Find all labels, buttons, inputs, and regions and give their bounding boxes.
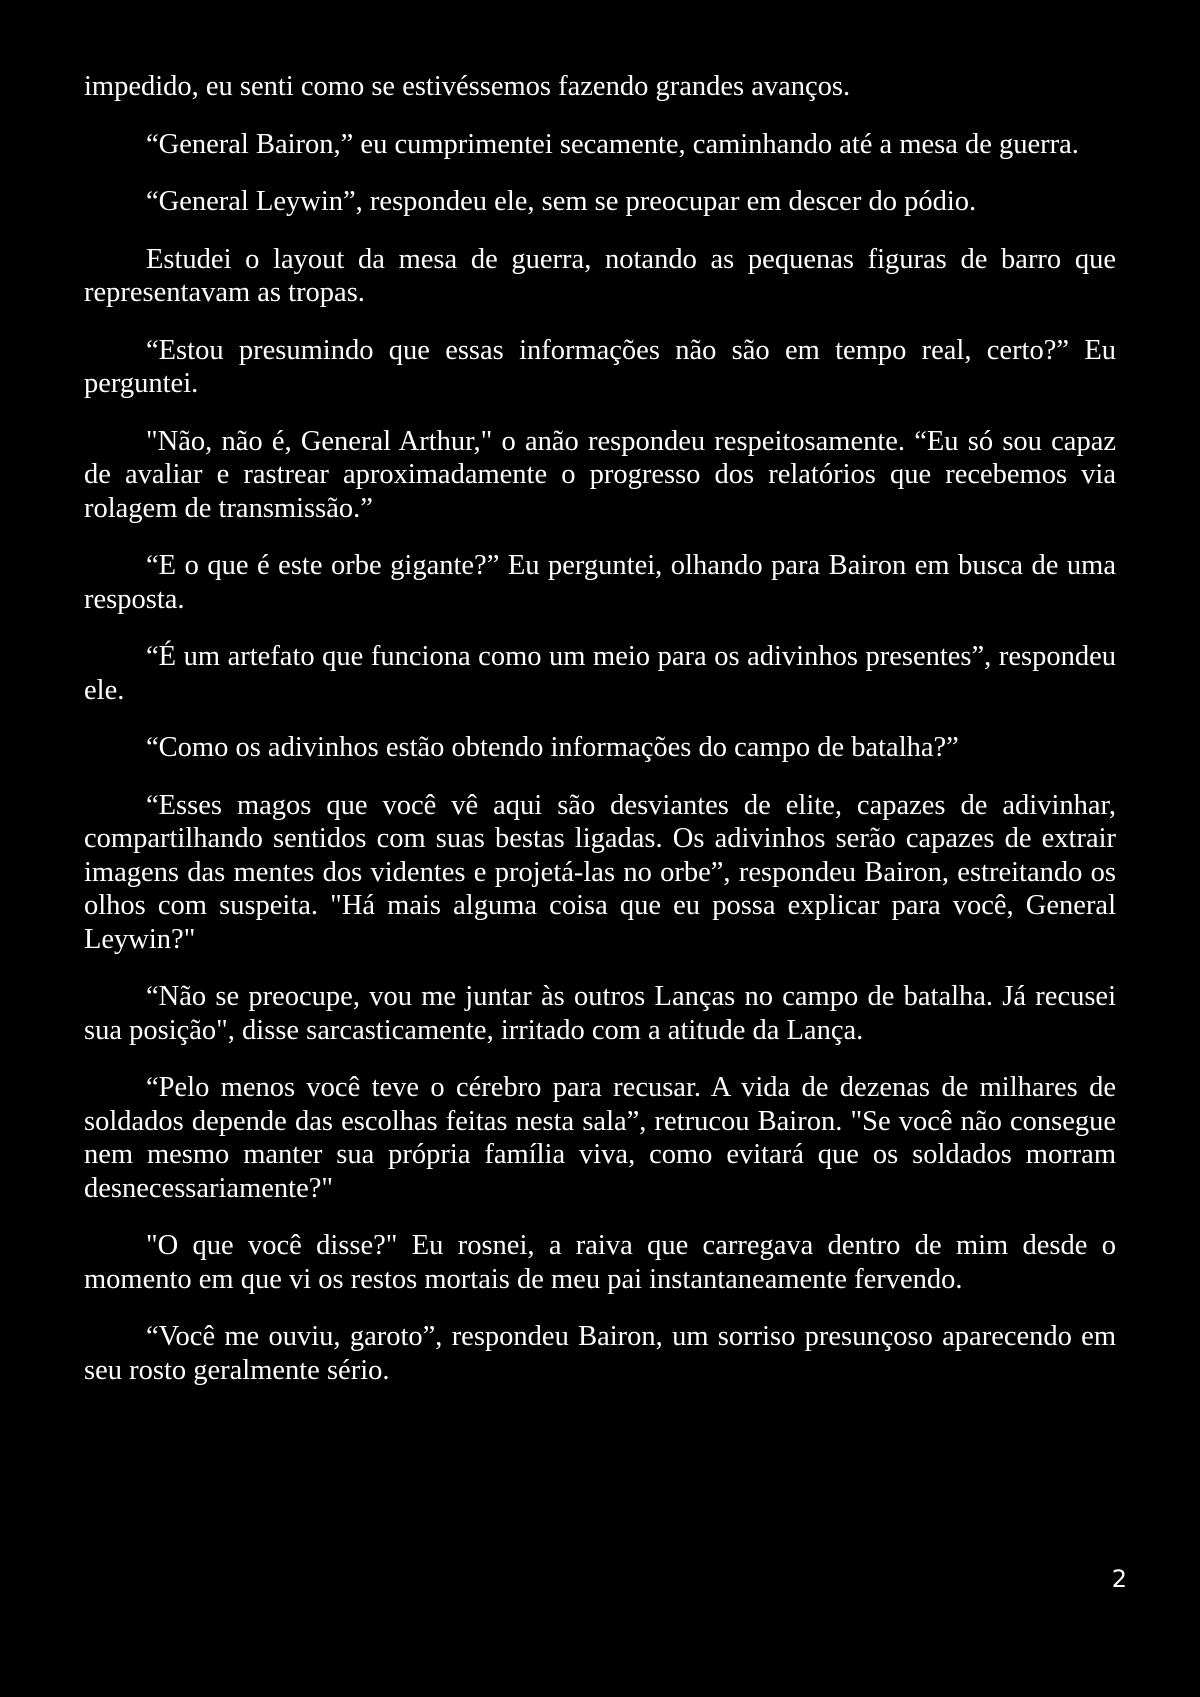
paragraph-6: "Não, não é, General Arthur," o anão respondeu respeitosamente. “Eu só sou capaz de avaliar e rastrear aproximadamente o progresso dos relatórios que recebemos via rolagem de transmissão.” [84, 425, 1116, 524]
page-number: 2 [1111, 1565, 1127, 1593]
paragraph-2: “General Bairon,” eu cumprimentei secamente, caminhando até a mesa de guerra. [146, 128, 1079, 160]
page-body [84, 70, 1116, 1411]
paragraph-4: Estudei o layout da mesa de guerra, notando as pequenas figuras de barro que representavam as tropas. [84, 243, 1116, 308]
paragraph-12: “Pelo menos você teve o cérebro para recusar. A vida de dezenas de milhares de soldados depende das escolhas feitas nesta sala”, retrucou Bairon. "Se você não consegue nem mesmo manter sua própria família viva, como evitará que os soldados morram desnecessariamente?" [84, 1072, 1116, 1204]
paragraph-1: impedido, eu senti como se estivéssemos fazendo grandes avanços. [84, 71, 851, 102]
paragraph-13: "O que você disse?" Eu rosnei, a raiva que carregava dentro de mim desde o momento em que vi os restos mortais de meu pai instantaneamente fervendo. [84, 1230, 1116, 1295]
paragraph-3: “General Leywin”, respondeu ele, sem se preocupar em descer do pódio. [146, 186, 977, 217]
paragraph-11: “Não se preocupe, vou me juntar às outros Lanças no campo de batalha. Já recusei sua posição", disse sarcasticamente, irritado com a atitude da Lança. [84, 981, 1116, 1046]
paragraph-9: “Como os adivinhos estão obtendo informações do campo de batalha?” [146, 732, 959, 763]
paragraph-10: “Esses magos que você vê aqui são desviantes de elite, capazes de adivinhar, compartilhando sentidos com suas bestas ligadas. Os adivinhos serão capazes de extrair imagens das mentes dos videntes e projetá-las no orbe”, respondeu Bairon, estreitando os olhos com suspeita. "Há mais alguma coisa que eu possa explicar para você, General Leywin?" [84, 789, 1116, 955]
paragraph-8: “É um artefato que funciona como um meio para os adivinhos presentes”, respondeu ele. [84, 641, 1116, 706]
paragraph-7: “E o que é este orbe gigante?” Eu perguntei, olhando para Bairon em busca de uma resposta. [84, 550, 1116, 615]
paragraph-5: “Estou presumindo que essas informações não são em tempo real, certo?” Eu perguntei. [84, 334, 1116, 399]
paragraph-14: “Você me ouviu, garoto”, respondeu Bairon, um sorriso presunçoso aparecendo em seu rosto geralmente sério. [84, 1321, 1116, 1386]
